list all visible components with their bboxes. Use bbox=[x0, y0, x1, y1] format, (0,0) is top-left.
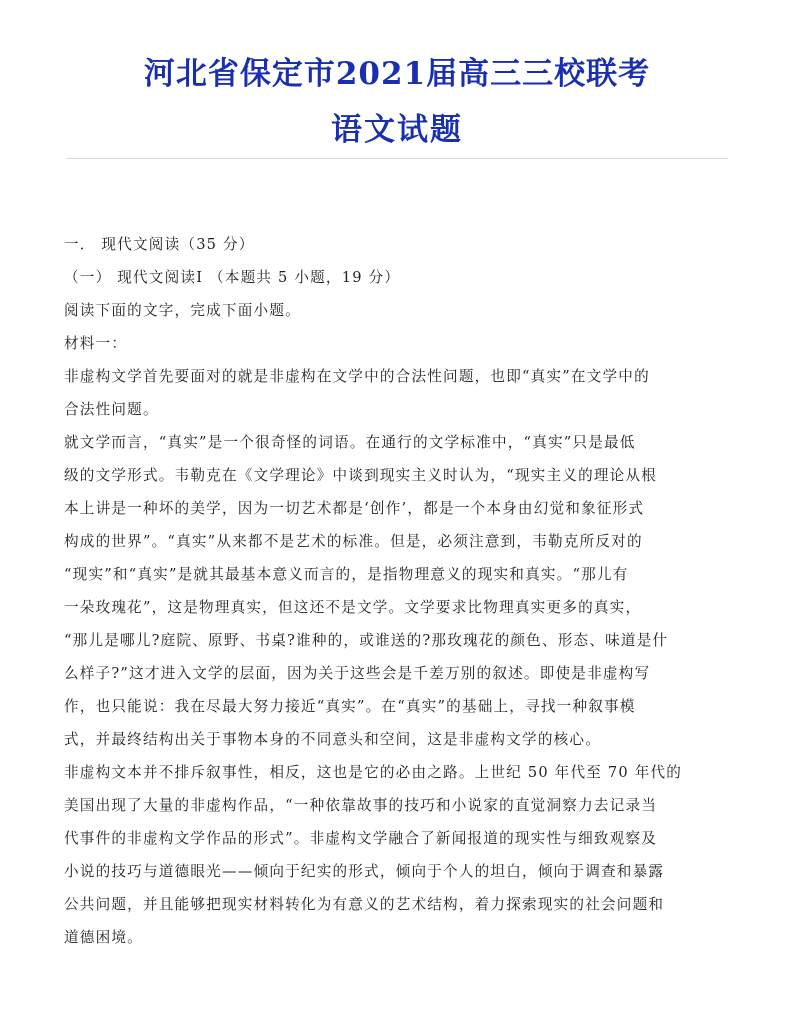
subsection-heading: （一） 现代文阅读Ⅰ （本题共 5 小题，19 分） bbox=[64, 269, 401, 286]
body-text-line: 本上讲是一种坏的美学，因为一切艺术都是‘创作’，都是一个本身由幻觉和象征形式 bbox=[64, 500, 645, 517]
body-text-line: 公共问题，并且能够把现实材料转化为有意义的艺术结构，着力探索现实的社会问题和 bbox=[64, 896, 665, 913]
instruction-text: 阅读下面的文字，完成下面小题。 bbox=[64, 302, 301, 319]
body-text-line: 代事件的非虚构文学作品的形式”。非虚构文学融合了新闻报道的现实性与细致观察及 bbox=[64, 830, 658, 847]
document-body bbox=[64, 228, 728, 954]
body-text-line: 就文学而言，“真实”是一个很奇怪的词语。在通行的文学标准中，“真实”只是最低 bbox=[64, 434, 636, 451]
material-label: 材料一： bbox=[64, 335, 128, 352]
body-text-line: 小说的技巧与道德眼光——倾向于纪实的形式，倾向于个人的坦白，倾向于调查和暴露 bbox=[64, 863, 665, 880]
body-text-line: 一朵玫瑰花”，这是物理真实，但这还不是文学。文学要求比物理真实更多的真实， bbox=[64, 599, 642, 616]
body-text-line: 非虚构文本并不排斥叙事性，相反，这也是它的必由之路。上世纪 50 年代至 70 年代的 bbox=[64, 764, 683, 781]
body-text-line: 作，也只能说：我在尽最大努力接近“真实”。在“真实”的基础上，寻找一种叙事模 bbox=[64, 698, 636, 715]
body-text-line: 构成的世界”。“真实”从来都不是艺术的标准。但是，必须注意到，韦勒克所反对的 bbox=[64, 533, 643, 550]
body-text-line: 么样子?”这才进入文学的层面，因为关于这些会是千差万别的叙述。即使是非虚构写 bbox=[64, 665, 651, 682]
body-text-line: 合法性问题。 bbox=[64, 401, 159, 418]
body-text-line: 级的文学形式。韦勒克在《文学理论》中谈到现实主义时认为，“现实主义的理论从根 bbox=[64, 467, 658, 484]
document-title: 河北省保定市2021届高三三校联考 bbox=[143, 56, 651, 92]
body-text-line: 道德困境。 bbox=[64, 929, 143, 946]
body-text-line: “那儿是哪儿?庭院、原野、书桌?谁种的，或谁送的?那玫瑰花的颜色、形态、味道是什 bbox=[64, 632, 669, 649]
title-divider bbox=[66, 158, 728, 159]
body-text-line: 非虚构文学首先要面对的就是非虚构在文学中的合法性问题，也即“真实”在文学中的 bbox=[64, 368, 650, 385]
body-text-line: 美国出现了大量的非虚构作品，“一种依靠故事的技巧和小说家的直觉洞察力去记录当 bbox=[64, 797, 658, 814]
body-text-line: 式，并最终结构出关于事物本身的不同意头和空间，这是非虚构文学的核心。 bbox=[64, 731, 601, 748]
document-subtitle: 语文试题 bbox=[331, 112, 463, 148]
body-text-line: “现实”和“真实”是就其最基本意义而言的，是指物理意义的现实和真实。“那儿有 bbox=[64, 566, 629, 583]
section-heading: 一． 现代文阅读（35 分） bbox=[64, 236, 255, 253]
